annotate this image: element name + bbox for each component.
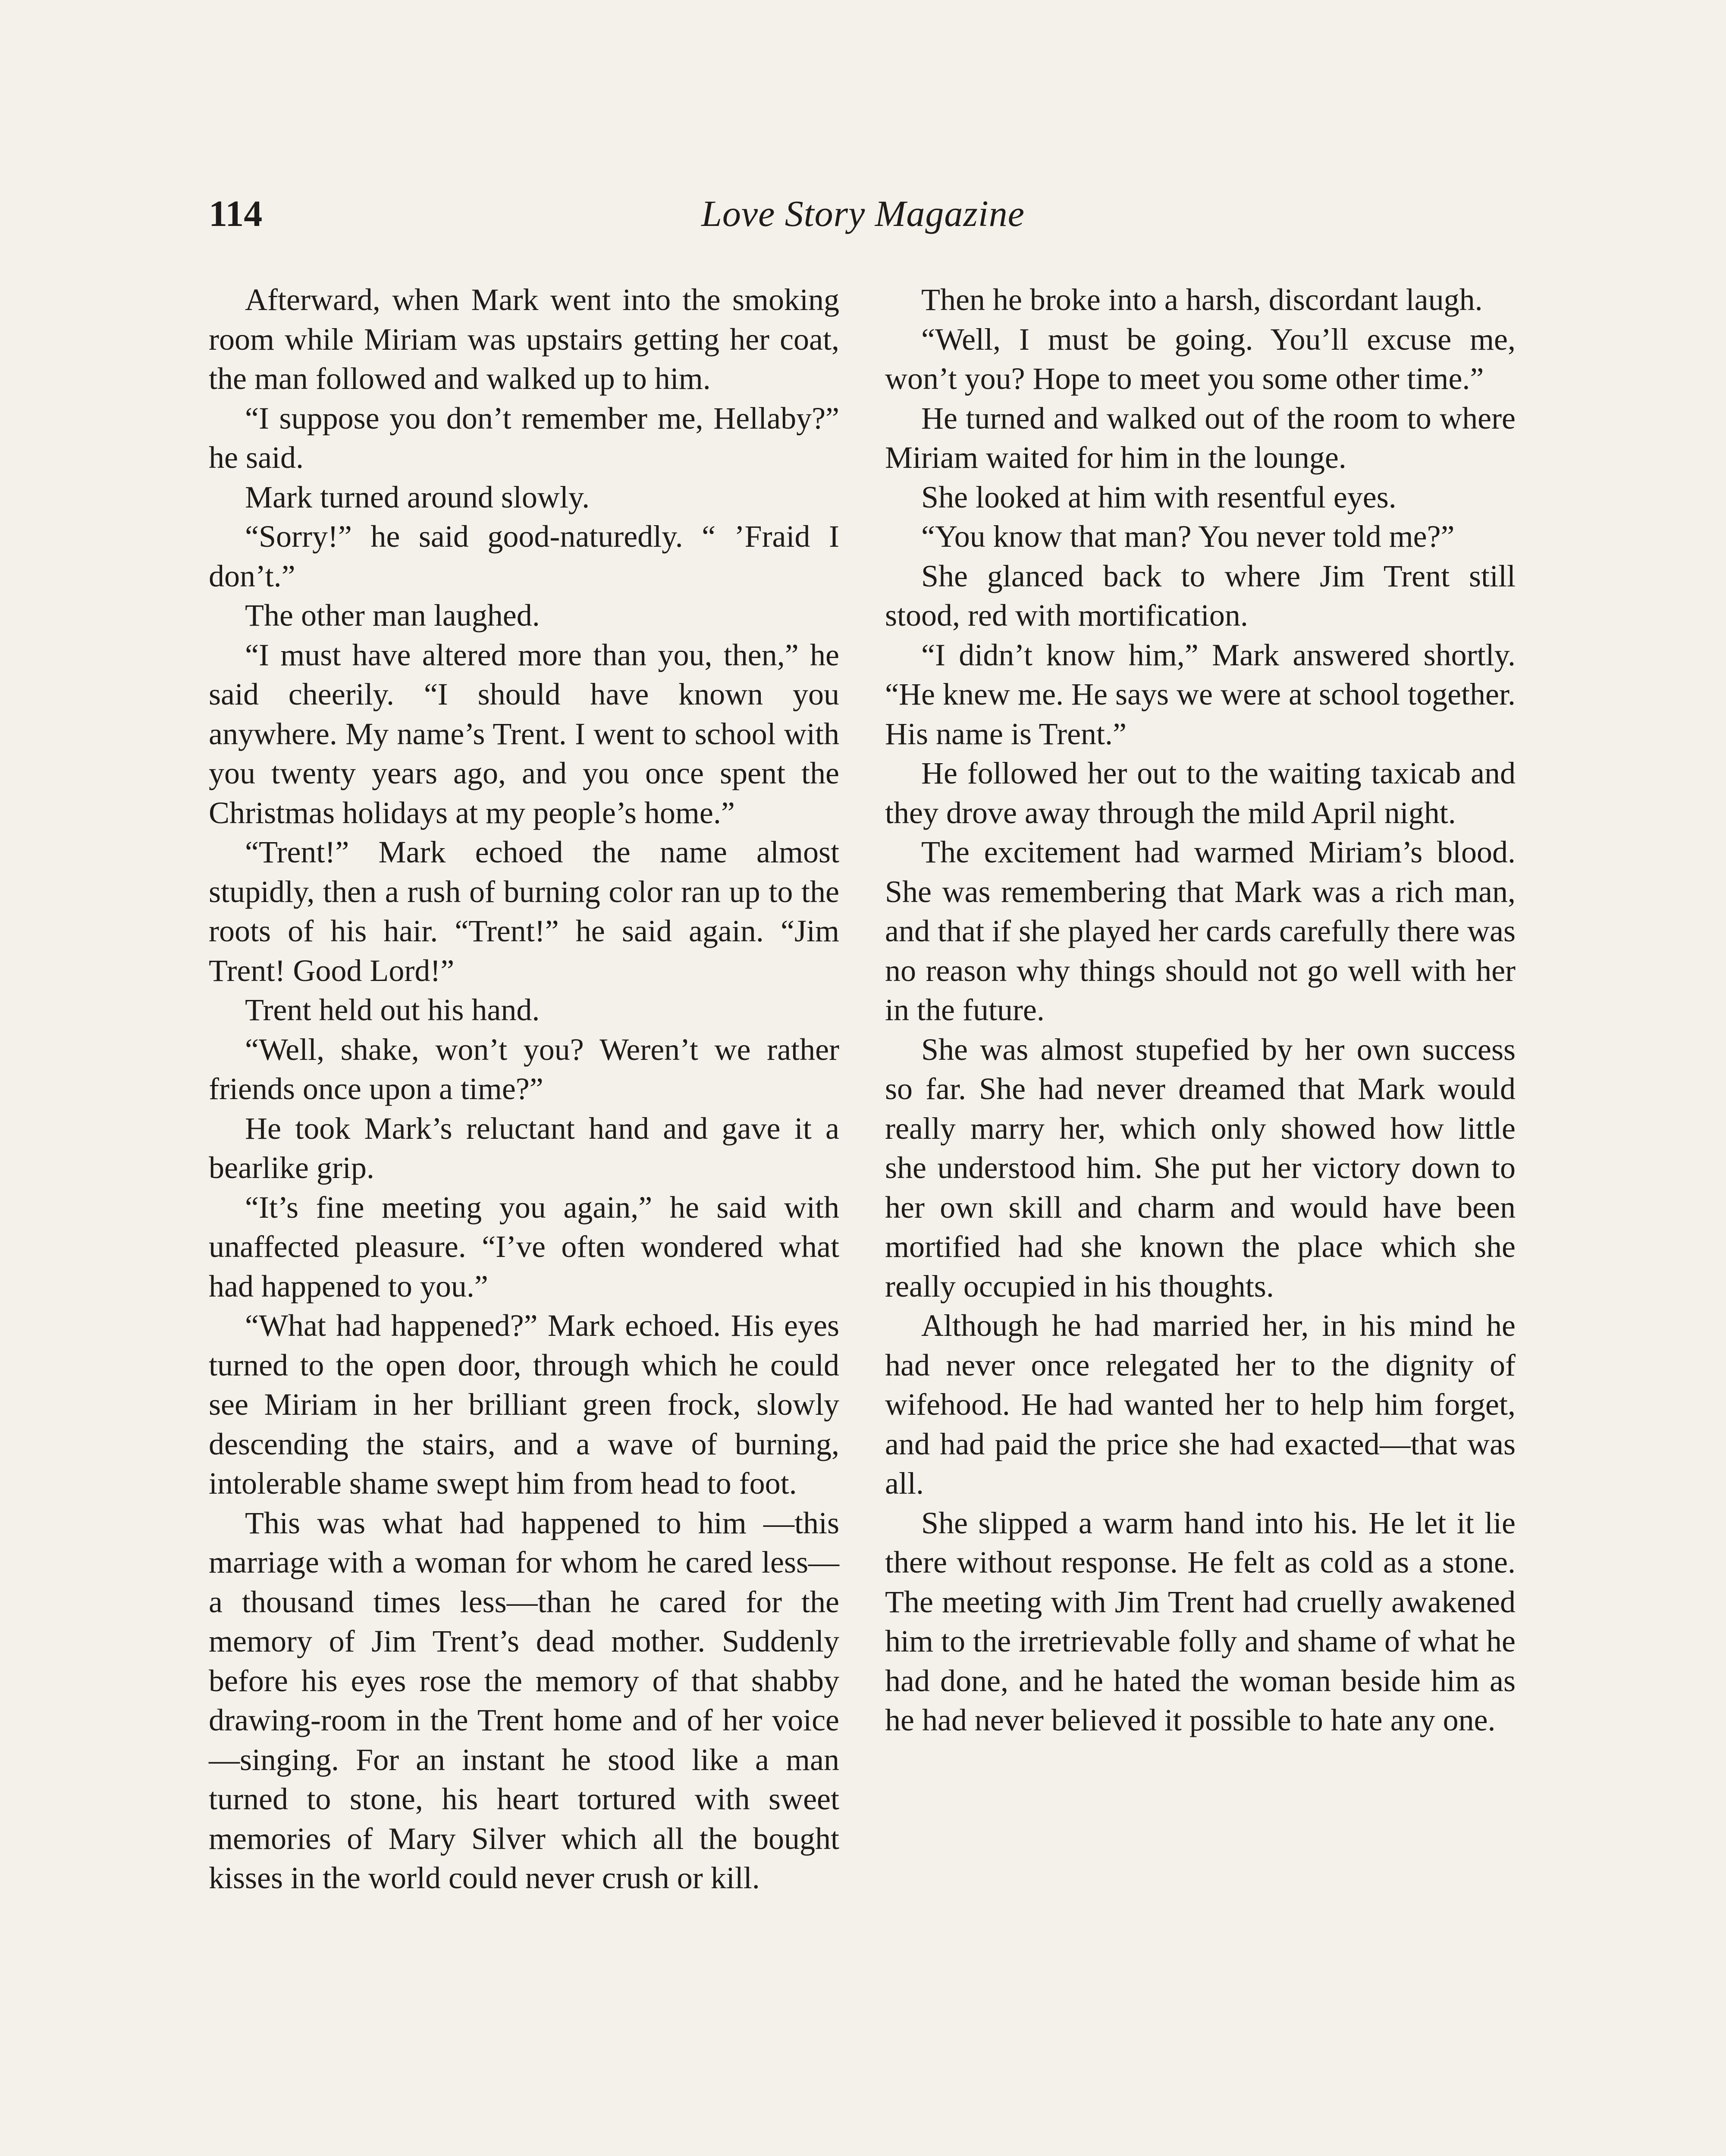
page-number: 114 (209, 193, 263, 234)
paragraph: The other man laughed. (245, 598, 540, 633)
paragraph: Afterward, when Mark went into the smoking room while Miriam was upstairs getting her coat, the man followed and walked up to him. (209, 282, 839, 396)
paragraph: She glanced back to where Jim Trent still stood, red with mortification. (885, 558, 1516, 633)
paragraph: Then he broke into a harsh, discordant laugh. (921, 282, 1483, 317)
paragraph: “Well, shake, won’t you? Weren’t we rather friends once upon a time?” (209, 1032, 839, 1106)
paragraph: The excitement had warmed Miriam’s blood. She was remembering that Mark was a rich man, and that if she played her cards carefully there was no reason why things should not go well with her in the future. (885, 835, 1516, 1027)
paragraph: “What had happened?” Mark echoed. His eyes turned to the open door, through which he could see Miriam in her brilliant green frock, slowly descending the stairs, and a wave of burning, intolerable shame swept him from head to foot. (209, 1308, 839, 1501)
paragraph: “Trent!” Mark echoed the name almost stupidly, then a rush of burning color ran up to the roots of his hair. “Trent!” he said again. “Jim Trent! Good Lord!” (209, 835, 839, 988)
paragraph: He turned and walked out of the room to where Miriam waited for him in the lounge. (885, 401, 1516, 475)
paragraph: “Sorry!” he said good-naturedly. “ ’Fraid I don’t.” (209, 519, 839, 593)
paragraph: “Well, I must be going. You’ll excuse me, won’t you? Hope to meet you some other time.” (885, 322, 1516, 396)
paragraph: “I didn’t know him,” Mark answered shortly. “He knew me. He says we were at school together. His name is Trent.” (885, 637, 1516, 751)
paragraph: “It’s fine meeting you again,” he said with unaffected pleasure. “I’ve often wondered what had happened to you.” (209, 1190, 839, 1304)
magazine-title: Love Story Magazine (701, 193, 1025, 234)
paragraph: “I suppose you don’t remember me, Hellaby?” he said. (209, 401, 839, 475)
paragraph: He followed her out to the waiting taxicab and they drove away through the mild April night. (885, 756, 1516, 830)
paragraph: “You know that man? You never told me?” (921, 519, 1455, 554)
paragraph: She looked at him with resentful eyes. (921, 479, 1396, 514)
paragraph: She slipped a warm hand into his. He let it lie there without response. He felt as cold as a stone. The meeting with Jim Trent had cruelly awakened him to the irretrievable folly and shame of what he had done, and he hated the woman beside him as he had never believed it possible to hate any one. (885, 1505, 1516, 1737)
paragraph: She was almost stupefied by her own success so far. She had never dreamed that Mark would really marry her, which only showed how little she understood him. She put her victory down to her own skill and charm and would have been mortified had she known the place which she really occupied in his thoughts. (885, 1032, 1516, 1304)
paragraph: Trent held out his hand. (245, 993, 540, 1027)
right-column (885, 280, 1516, 1740)
left-column (209, 280, 839, 1898)
paragraph: “I must have altered more than you, then,” he said cheerily. “I should have known you anywhere. My name’s Trent. I went to school with you twenty years ago, and you once spent the Christmas holidays at my people’s home.” (209, 637, 839, 830)
paragraph: He took Mark’s reluctant hand and gave it a bearlike grip. (209, 1111, 839, 1185)
paragraph: Mark turned around slowly. (245, 479, 590, 514)
paragraph: This was what had happened to him —this marriage with a woman for whom he cared less—a thousand times less—than he cared for the memory of Jim Trent’s dead mother. Suddenly before his eyes rose the memory of that shabby drawing-room in the Trent home and of her voice—singing. For an instant he stood like a man turned to stone, his heart tortured with sweet memories of Mary Silver which all the bought kisses in the world could never crush or kill. (209, 1505, 839, 1895)
paragraph: Although he had married her, in his mind he had never once relegated her to the dignity of wifehood. He had wanted her to help him forget, and had paid the price she had exacted—that was all. (885, 1308, 1516, 1501)
